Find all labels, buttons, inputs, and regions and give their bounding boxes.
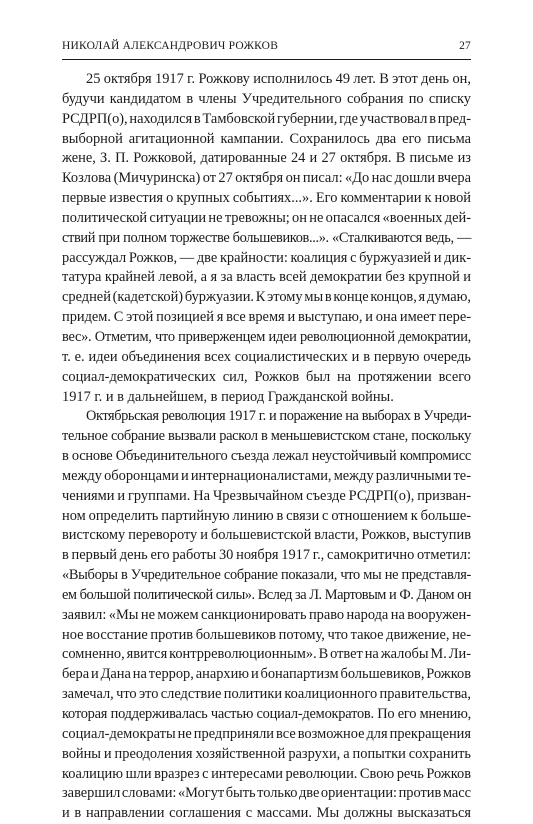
text-line: сомненно, явится контрреволюционным». В ответ на жалобы М. Ли-: [62, 646, 471, 663]
text-line: бера и Дана на террор, анархию и бонапартизм большевиков, Рожков: [62, 666, 471, 683]
text-line: социал-демократических сил, Рожков был на протяжении всего: [62, 368, 471, 385]
text-line: коалицию шли вразрез с интересами революции. Свою речь Рожков: [62, 765, 471, 782]
text-line: заявил: «Мы не можем санкционировать право народа на вооружен-: [62, 606, 471, 623]
page-number: 27: [459, 40, 471, 52]
text-line: которая поддерживалась частью социал-демократов. По его мнению,: [62, 706, 471, 722]
text-line: в основе Объединительного съезда лежал неустойчивый компромисс: [62, 448, 471, 465]
header-rule: [62, 59, 471, 60]
body-text: [62, 70, 471, 824]
text-line: жене, З. П. Рожковой, датированные 24 и 27 октября. В письме из: [62, 150, 471, 167]
text-line: политической ситуации не тревожны; он не опасался «военных дей-: [62, 209, 471, 226]
text-line: замечал, что это следствие политики коалиционного правительства,: [62, 686, 471, 703]
text-line: и в направлении соглашения с массами. Мы должны высказаться: [62, 805, 471, 822]
text-line: тельное собрание вызвали раскол в меньшевистском стане, поскольку: [62, 428, 471, 445]
text-line: 1917 г. и в дальнейшем, в период Гражданской войны.: [62, 388, 394, 405]
text-line: ном определить партийную линию в связи с отношением к больше-: [62, 507, 471, 524]
running-title: НИКОЛАЙ АЛЕКСАНДРОВИЧ РОЖКОВ: [62, 40, 279, 52]
text-line: ствий при полном торжестве большевиков...». «Сталкиваются ведь, —: [62, 229, 471, 246]
text-line: ное восстание против большевиков потому, что такое движение, не-: [62, 626, 471, 643]
text-line: в первый день его работы 30 ноября 1917 г., самокритично отметил:: [62, 547, 471, 564]
text-line: рассуждал Рожков, — две крайности: коалиция с буржуазией и дик-: [62, 249, 471, 266]
text-line: придем. С этой позицией я все время и выступаю, и она имеет пере-: [62, 309, 471, 326]
text-line: т. е. идеи объединения всех социалистических и в первую очередь: [62, 348, 471, 365]
text-line: РСДРП(о), находился в Тамбовской губернии, где участвовал в пред-: [62, 110, 471, 127]
text-line: вес». Отметим, что приверженцем идеи революционной демократии,: [62, 328, 471, 345]
paragraph-2: [62, 407, 471, 824]
text-line: будучи кандидатом в члены Учредительного собрания по списку: [62, 90, 471, 107]
running-header: [62, 38, 471, 58]
text-line: «Выборы в Учредительное собрание показали, что мы не представля-: [62, 567, 471, 584]
text-line: завершил словами: «Могут быть только две ориентации: против масс: [62, 785, 471, 802]
text-line: Октябрьская революция 1917 г. и поражение на выборах в Учреди-: [86, 408, 471, 425]
text-line: первые известия о крупных событиях...». Его комментарии к новой: [62, 190, 471, 207]
text-line: социал-демократы не предприняли все возможное для прекращения: [62, 725, 471, 742]
paragraph-1: [62, 70, 471, 407]
text-line: войны и преодоления хозяйственной разрухи, а попытки сохранить: [62, 745, 471, 762]
text-line: выборной агитационной кампании. Сохранилось два его письма: [62, 130, 471, 147]
text-line: 25 октября 1917 г. Рожкову исполнилось 49 лет. В этот день он,: [86, 71, 471, 87]
text-line: татура крайней левой, а я за власть всей демократии без крупной и: [62, 269, 471, 286]
text-line: средней (кадетской) буржуазии. К этому мы в конце концов, я думаю,: [62, 289, 471, 306]
text-line: ем большой политической силы». Вслед за Л. Мартовым и Ф. Даном он: [62, 586, 471, 603]
text-line: вистскому перевороту и большевистской власти, Рожков, выступив: [62, 527, 471, 544]
text-line: Козлова (Мичуринска) от 27 октября он писал: «До нас дошли вчера: [62, 170, 471, 187]
text-line: чениями и группами. На Чрезвычайном съезде РСДРП(о), призван-: [62, 487, 471, 504]
text-line: между оборонцами и интернационалистами, между различными те-: [62, 467, 471, 484]
